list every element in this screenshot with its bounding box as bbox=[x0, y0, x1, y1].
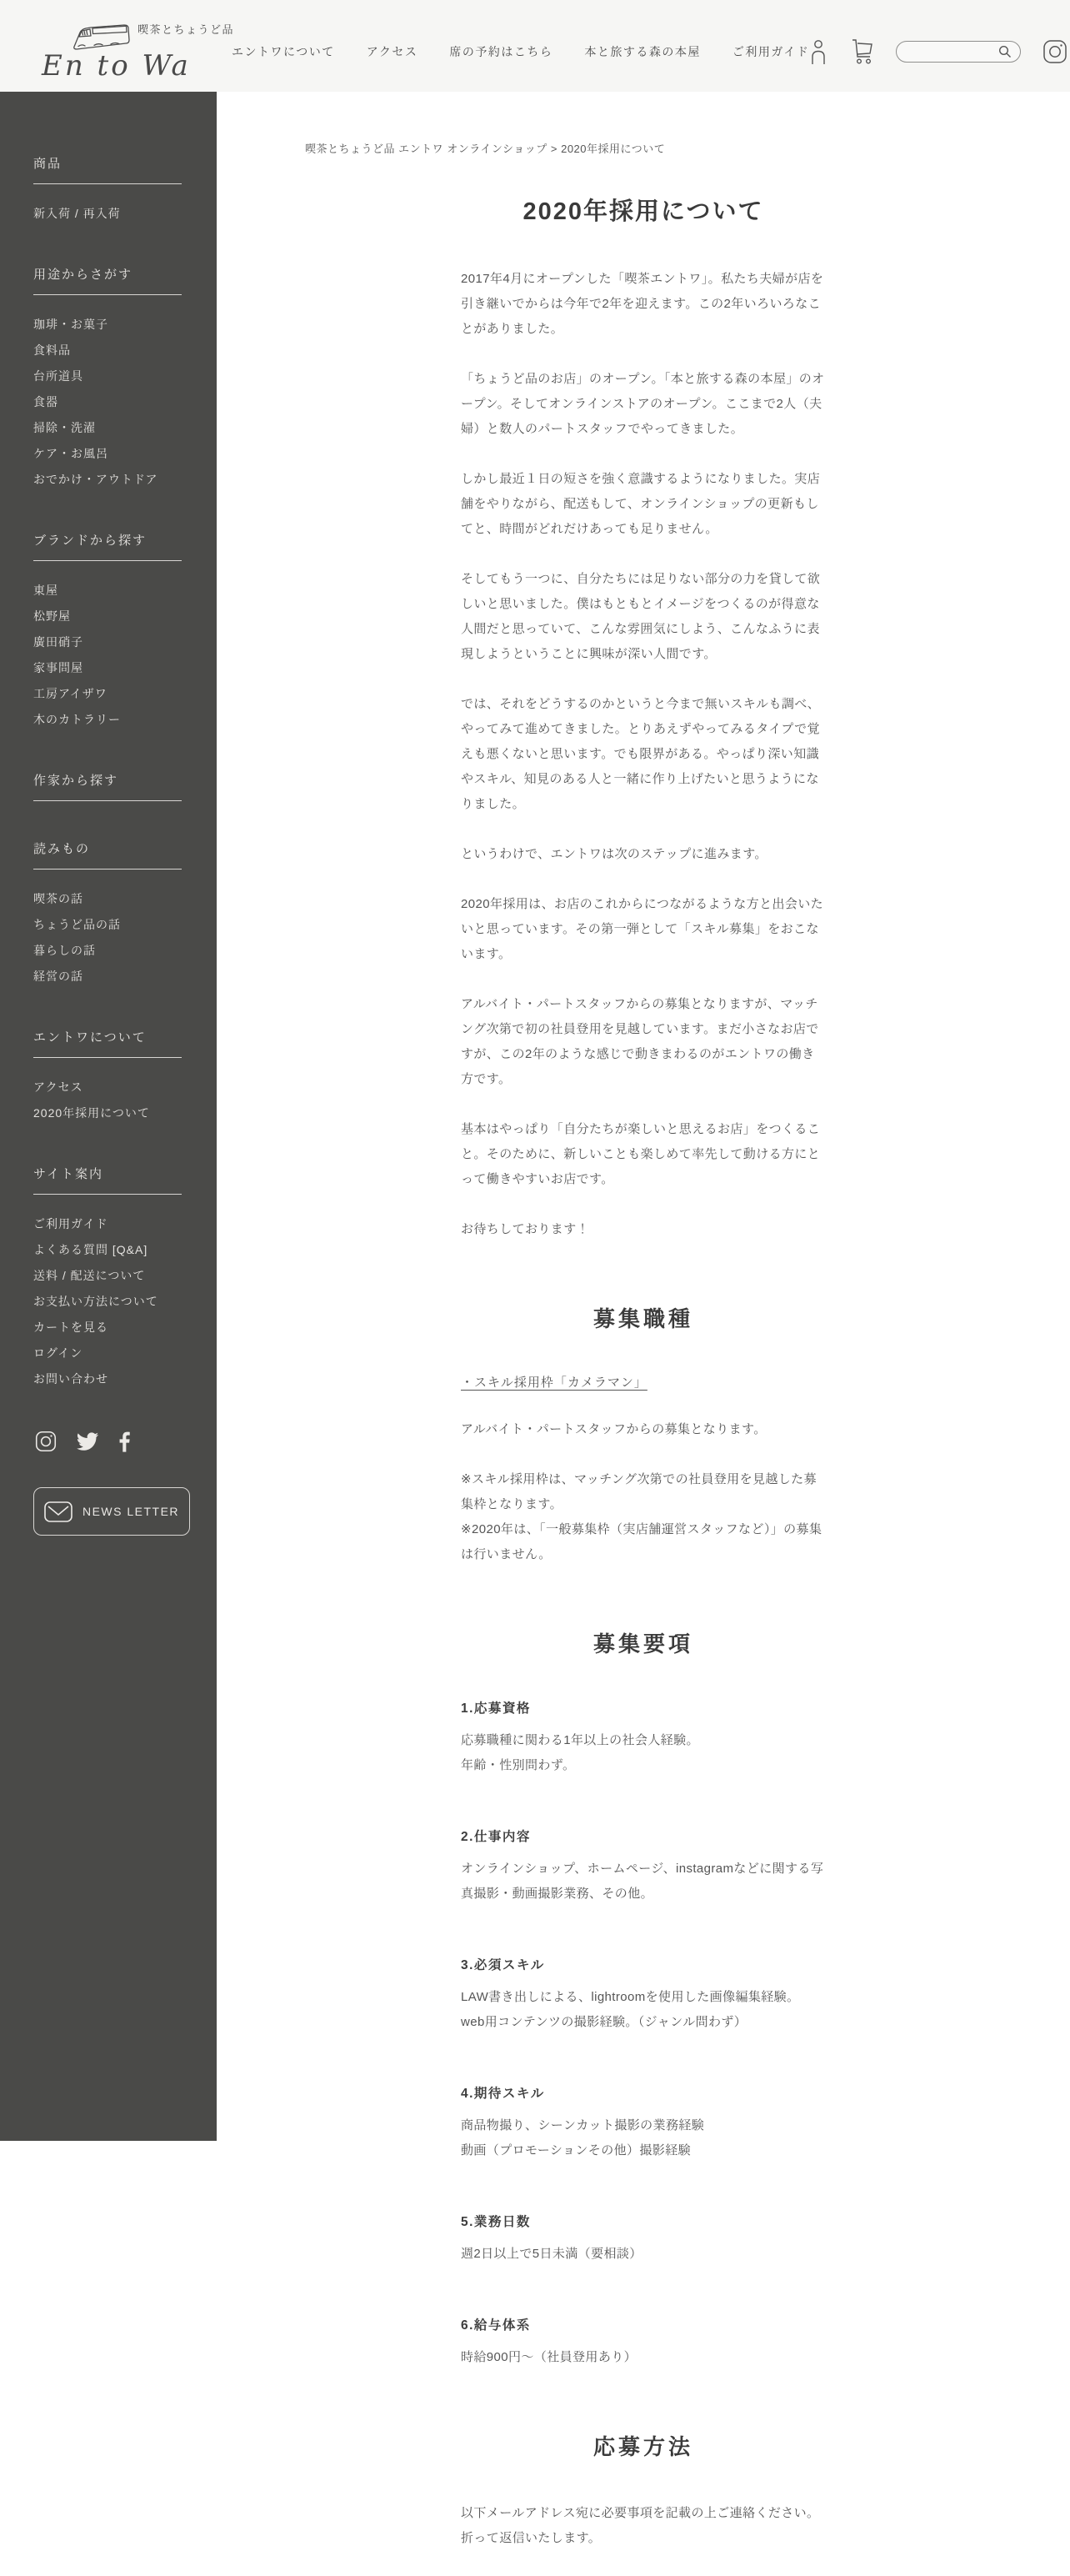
sidebar-item[interactable]: 東屋 bbox=[33, 584, 58, 597]
sidebar-item[interactable]: おでかけ・アウトドア bbox=[33, 473, 158, 486]
job-section-heading: 募集職種 bbox=[592, 1306, 693, 1331]
sidebar-item[interactable]: ケア・お風呂 bbox=[33, 447, 108, 460]
requirement-title: 6.給与体系 bbox=[461, 2318, 531, 2333]
requirement-line: 年齢・性別問わず。 bbox=[461, 1758, 576, 1772]
sidebar-item[interactable]: 台所道具 bbox=[33, 369, 83, 383]
note-line: ※2020年は、「一般募集枠（実店舗運営スタッフなど）」の募集は行いません。 bbox=[461, 1522, 822, 1561]
twitter-icon[interactable] bbox=[77, 1431, 99, 1451]
sidebar-section bbox=[33, 1165, 217, 1392]
sidebar-item[interactable]: ちょうど品の話 bbox=[33, 918, 121, 931]
sidebar-item[interactable]: ご利用ガイド bbox=[33, 1217, 108, 1230]
logo-tagline: 喫茶とちょうど品 bbox=[138, 23, 235, 36]
requirement-item bbox=[461, 1955, 826, 2035]
sidebar-section bbox=[33, 265, 217, 493]
paragraph: 2017年4月にオープンした「喫茶エントワ」。私たち夫婦が店を引き継いでからは今年で2年を迎えます。この2年いろいろなことがありました。 bbox=[461, 272, 824, 336]
paragraph: お待ちしております！ bbox=[461, 1222, 590, 1236]
apply-paragraph: 以下メールアドレス宛に必要事項を記載の上ご連絡ください。折って返信いたします。 bbox=[461, 2506, 820, 2545]
requirement-item bbox=[461, 2212, 826, 2267]
sidebar-item[interactable]: 掃除・洗濯 bbox=[33, 421, 96, 434]
van-illustration bbox=[74, 25, 129, 49]
sidebar-item[interactable]: 木のカトラリー bbox=[33, 713, 121, 726]
search-icon[interactable] bbox=[998, 45, 1012, 58]
paragraph: 基本はやっぱり「自分たちが楽しいと思えるお店」をつくること。そのために、新しいことも楽しめて率先して動ける方にとって働きやすいお店です。 bbox=[461, 1122, 821, 1186]
sidebar-item[interactable]: 家事問屋 bbox=[33, 661, 83, 674]
paragraph: というわけで、エントワは次のステップに進みます。 bbox=[461, 847, 768, 861]
sidebar-section bbox=[33, 531, 217, 733]
job-posting-link[interactable]: ・スキル採用枠「カメラマン」 bbox=[461, 1376, 648, 1390]
sidebar-item[interactable]: 2020年採用について bbox=[33, 1106, 150, 1120]
sidebar-section bbox=[33, 771, 217, 801]
job-paragraph: アルバイト・パートスタッフからの募集となります。 bbox=[461, 1422, 767, 1436]
sidebar-item[interactable]: 松野屋 bbox=[33, 609, 71, 623]
note-line: ※スキル採用枠は、マッチング次第での社員登用を見越した募集枠となります。 bbox=[461, 1472, 817, 1511]
nav-link[interactable]: ご利用ガイド bbox=[732, 45, 810, 58]
requirements-heading: 募集要項 bbox=[592, 1631, 693, 1656]
newsletter-button[interactable] bbox=[33, 1487, 190, 1536]
sidebar-social bbox=[35, 1431, 217, 1452]
breadcrumb-home-link[interactable]: 喫茶とちょうど品 エントワ オンラインショップ bbox=[305, 143, 548, 155]
page-title: 2020年採用について bbox=[522, 198, 764, 225]
requirement-title: 4.期待スキル bbox=[461, 2087, 545, 2101]
account-icon[interactable] bbox=[809, 38, 828, 65]
sidebar-item[interactable]: 喫茶の話 bbox=[33, 892, 83, 905]
requirement-line: 応募職種に関わる1年以上の社会人経験。 bbox=[461, 1733, 699, 1747]
article bbox=[461, 193, 826, 2551]
paragraph: 「ちょうど品のお店」のオープン。「本と旅する森の本屋」のオープン。そしてオンラインストアのオープン。ここまで2人（夫婦）と数人のパートスタッフでやってきました。 bbox=[461, 372, 825, 436]
sidebar-item[interactable]: お支払い方法について bbox=[33, 1295, 158, 1308]
requirement-item bbox=[461, 1698, 826, 1778]
search-input[interactable] bbox=[908, 45, 998, 59]
main-content bbox=[217, 92, 1070, 2576]
requirement-line: 時給900円〜（社員登用あり） bbox=[461, 2350, 638, 2364]
sidebar-item[interactable]: 送料 / 配送について bbox=[33, 1269, 146, 1282]
intro-paragraphs bbox=[461, 267, 826, 1242]
sidebar-section-title[interactable]: 用途からさがす bbox=[33, 265, 182, 295]
sidebar-section-title[interactable]: ブランドから探す bbox=[33, 531, 182, 561]
sidebar-item[interactable]: 経営の話 bbox=[33, 970, 83, 983]
sidebar-item[interactable]: お問い合わせ bbox=[33, 1372, 108, 1386]
sidebar-section bbox=[33, 839, 217, 990]
sidebar-item[interactable]: 食料品 bbox=[33, 343, 71, 357]
sidebar-section-title[interactable]: エントワについて bbox=[33, 1028, 182, 1058]
sidebar bbox=[0, 92, 217, 2141]
cart-icon[interactable] bbox=[849, 38, 874, 65]
requirement-line: web用コンテンツの撮影経験。（ジャンル問わず） bbox=[461, 2015, 748, 2029]
paragraph: では、それをどうするのかというと今まで無いスキルも調べ、やってみて進めてきました。とりあえずやってみるタイプで覚えも悪くないと思います。でも限界がある。やっぱり深い知識やスキル、知見のある人と一緒に作り上げたいと思うようになりました。 bbox=[461, 697, 821, 811]
requirement-title: 5.業務日数 bbox=[461, 2215, 531, 2229]
requirement-item bbox=[461, 1827, 826, 1907]
sidebar-item[interactable]: よくある質問 [Q&A] bbox=[33, 1243, 148, 1256]
nav-link[interactable]: エントワについて bbox=[232, 45, 335, 58]
paragraph: しかし最近１日の短さを強く意識するようになりました。実店舗をやりながら、配送もして、オンラインショップの更新もしてと、時間がどれだけあっても足りません。 bbox=[461, 472, 821, 536]
sidebar-section-title[interactable]: 読みもの bbox=[33, 839, 182, 870]
requirement-line: オンラインショップ、ホームページ、instagramなどに関する写真撮影・動画撮影業務、その他。 bbox=[461, 1862, 824, 1901]
requirement-title: 3.必須スキル bbox=[461, 1958, 545, 1972]
requirement-line: LAW書き出しによる、lightroomを使用した画像編集経験。 bbox=[461, 1990, 800, 2004]
sidebar-item[interactable]: 廣田硝子 bbox=[33, 635, 83, 649]
site-header bbox=[0, 0, 1070, 92]
sidebar-item[interactable]: 工房アイザワ bbox=[33, 687, 108, 700]
nav-link[interactable]: 本と旅する森の本屋 bbox=[584, 45, 701, 58]
sidebar-item[interactable]: アクセス bbox=[33, 1080, 83, 1094]
paragraph: アルバイト・パートスタッフからの募集となりますが、マッチング次第で初の社員登用を見越しています。まだ小さなお店ですが、この2年のような感じで動きまわるのがエントワの働き方です。 bbox=[461, 997, 819, 1086]
instagram-icon[interactable] bbox=[35, 1431, 57, 1452]
requirements-list bbox=[461, 1698, 826, 2370]
apply-heading: 応募方法 bbox=[592, 2434, 693, 2459]
nav-link[interactable]: アクセス bbox=[366, 45, 418, 58]
paragraph: そしてもう一つに、自分たちには足りない部分の力を貸して欲しいと思いました。僕はもともとイメージをつくるのが得意な人間だと思っていて、こんな雰囲気にしよう、こんなふうに表現しようということに興味が深い人間です。 bbox=[461, 572, 821, 661]
instagram-icon[interactable] bbox=[1042, 39, 1068, 64]
main-nav bbox=[232, 43, 809, 60]
sidebar-section-title[interactable]: 作家から探す bbox=[33, 771, 182, 801]
breadcrumb-separator: > bbox=[550, 143, 558, 155]
sidebar-section bbox=[33, 1028, 217, 1126]
sidebar-item[interactable]: 新入荷 / 再入荷 bbox=[33, 207, 121, 220]
logo-script: En to Wa bbox=[42, 49, 191, 83]
sidebar-item[interactable]: カートを見る bbox=[33, 1321, 108, 1334]
requirement-item bbox=[461, 2315, 826, 2370]
sidebar-item[interactable]: 食器 bbox=[33, 395, 58, 408]
breadcrumb-current: 2020年採用について bbox=[561, 143, 666, 155]
sidebar-section-title[interactable]: サイト案内 bbox=[33, 1165, 182, 1195]
search-box[interactable] bbox=[896, 41, 1021, 63]
requirement-title: 1.応募資格 bbox=[461, 1701, 531, 1716]
nav-link[interactable]: 席の予約はこちら bbox=[449, 45, 553, 58]
job-notes bbox=[461, 1467, 826, 1567]
newsletter-label: NEWS LETTER bbox=[82, 1505, 180, 1518]
paragraph: 2020年採用は、お店のこれからにつながるような方と出会いたいと思っています。その第一弾として「スキル募集」をおこないます。 bbox=[461, 897, 824, 961]
envelope-icon bbox=[44, 1501, 72, 1522]
requirement-item bbox=[461, 2083, 826, 2163]
facebook-icon[interactable] bbox=[119, 1431, 130, 1452]
requirement-line: 週2日以上で5日未満（要相談） bbox=[461, 2247, 642, 2261]
requirement-line: 商品物撮り、シーンカット撮影の業務経験 bbox=[461, 2118, 705, 2132]
header-icons bbox=[809, 38, 1068, 65]
requirement-line: 動画（プロモーションその他）撮影経験 bbox=[461, 2143, 692, 2158]
sidebar-section bbox=[33, 154, 217, 227]
sidebar-sections bbox=[33, 154, 217, 1392]
requirement-title: 2.仕事内容 bbox=[461, 1830, 531, 1844]
sidebar-item[interactable]: 暮らしの話 bbox=[33, 944, 96, 957]
site-logo[interactable] bbox=[25, 3, 235, 87]
breadcrumb bbox=[305, 140, 1070, 156]
sidebar-item[interactable]: ログイン bbox=[33, 1346, 83, 1360]
sidebar-item[interactable]: 珈琲・お菓子 bbox=[33, 318, 108, 331]
sidebar-section-title[interactable]: 商品 bbox=[33, 154, 182, 184]
